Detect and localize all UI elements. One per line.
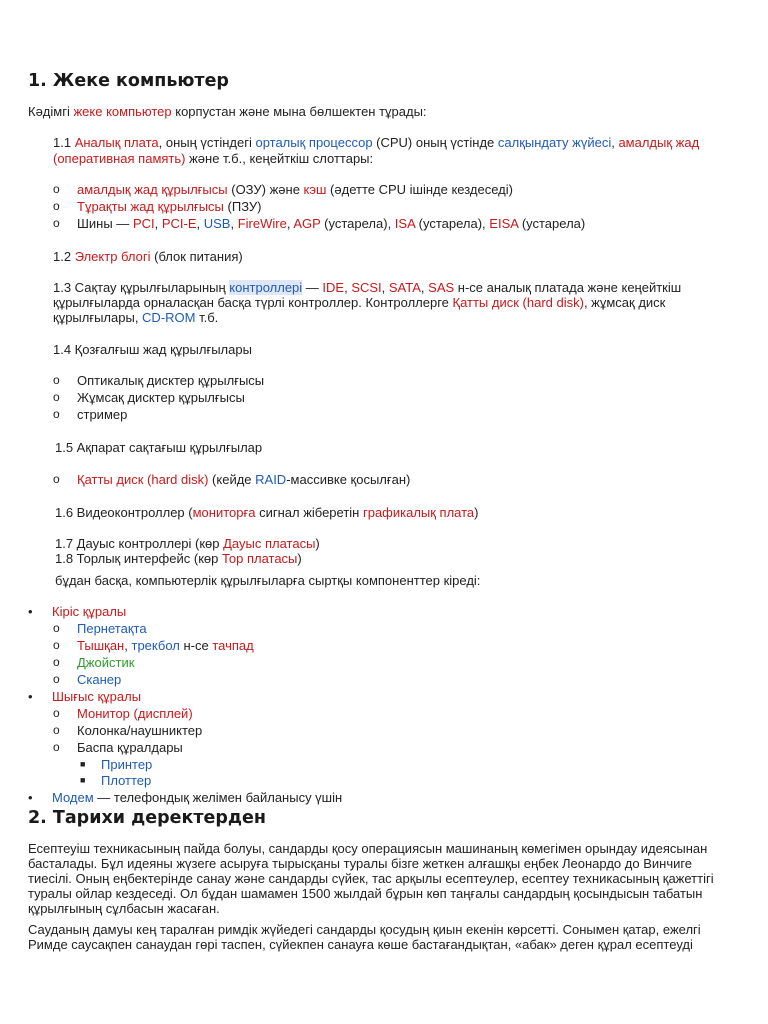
list-item: Қатты диск (hard disk) (кейде RAID-массивке қосылған) — [77, 472, 411, 487]
list-item-modem: Модем — телефондық желімен байланысу үшін — [52, 790, 343, 805]
link-input-devices[interactable]: Кіріс құралы — [52, 604, 127, 619]
list-item: Тұрақты жад құрылғысы (ПЗУ) — [77, 199, 262, 214]
link-firewire[interactable]: FireWire — [237, 216, 287, 231]
link-sata[interactable]: SATA — [388, 280, 421, 295]
link-scsi[interactable]: SCSI — [351, 280, 382, 295]
list-item — [77, 706, 193, 722]
link-raid[interactable]: RAID — [255, 472, 287, 487]
list-item: Жұмсақ дисктер құрылғысы — [77, 390, 245, 405]
link-display[interactable]: Монитор (дисплей) — [77, 706, 193, 721]
list-item: Тышқан, трекбол н-се тачпад — [77, 638, 254, 653]
link-sas[interactable]: SAS — [428, 280, 455, 295]
link-pci[interactable]: PCI — [132, 216, 155, 231]
link-scanner[interactable]: Сканер — [77, 672, 122, 687]
link-touchpad[interactable]: тачпад — [212, 638, 254, 653]
list-item: стример — [77, 407, 128, 422]
section-1-heading: 1. Жеке компьютер — [28, 71, 229, 91]
link-motherboard[interactable]: Аналық плата — [74, 135, 159, 150]
link-hard-disk[interactable]: Қатты диск (hard disk) — [452, 295, 584, 310]
link-ram-ru[interactable]: (оперативная память) — [53, 151, 186, 166]
square-bullet: ■ — [80, 759, 86, 769]
section-2-heading: 2. Тарихи деректерден — [28, 808, 267, 828]
item-1-3-line1: 1.3 Сақтау құрылғыларының контроллері — IDE, SCSI, SATA, SAS н-се аналық платада және кеңейткіш — [53, 280, 682, 295]
link-hard-disk-2[interactable]: Қатты диск (hard disk) — [77, 472, 209, 487]
external-components-intro: бұдан басқа, компьютерлік құрылғыларға сыртқы компоненттер кіреді: — [55, 573, 481, 588]
item-1-6: 1.6 Видеоконтроллер (мониторға сигнал жіберетін графикалық плата) — [55, 505, 479, 520]
link-cooling-system[interactable]: салқындату жүйесі — [497, 135, 612, 150]
circle-bullet: o — [53, 472, 60, 486]
circle-bullet: o — [53, 216, 60, 230]
circle-bullet: o — [53, 407, 60, 421]
item-1-1-line1: 1.1 Аналық плата, оның үстіндегі орталық процессор (CPU) оның үстінде салқындату жүйесі, амалдық жад — [53, 135, 700, 150]
item-1-2: 1.2 Электр блогі (блок питания) — [53, 249, 243, 264]
link-pci-e[interactable]: PCI-E — [161, 216, 197, 231]
list-item: Оптикалық дисктер құрылғысы — [77, 373, 265, 388]
link-isa[interactable]: ISA — [394, 216, 416, 231]
list-item — [77, 672, 121, 688]
item-1-7: 1.7 Дауыс контроллері (көр Дауыс платасы) — [55, 536, 320, 551]
link-rom[interactable]: Тұрақты жад құрылғысы — [77, 199, 224, 214]
item-1-5: 1.5 Ақпарат сақтағыш құрылғылар — [55, 440, 263, 455]
list-item: Шины — PCI, PCI-E, USB, FireWire, AGP (устарела), ISA (устарела), EISA (устарела) — [77, 216, 586, 231]
square-bullet: ■ — [80, 775, 86, 785]
link-controllers[interactable]: контроллері — [229, 280, 303, 295]
link-trackball[interactable]: трекбол — [131, 638, 180, 653]
list-item-output — [52, 689, 141, 705]
link-keyboard[interactable]: Пернетақта — [77, 621, 147, 636]
link-usb[interactable]: USB — [203, 216, 231, 231]
link-graphics-card[interactable]: графикалық плата — [362, 505, 475, 520]
item-1-1-line2: (оперативная память) және т.б., кеңейткіш слоттары: — [53, 151, 374, 166]
link-cpu[interactable]: орталық процессор — [255, 135, 373, 150]
circle-bullet: o — [53, 706, 60, 720]
circle-bullet: o — [53, 672, 60, 686]
disc-bullet: • — [28, 604, 33, 619]
item-1-4: 1.4 Қозғалғыш жад құрылғылары — [53, 342, 252, 357]
link-sound-card[interactable]: Дауыс платасы — [223, 536, 316, 551]
link-cache[interactable]: кэш — [303, 182, 327, 197]
list-item-input — [52, 604, 126, 620]
circle-bullet: o — [53, 199, 60, 213]
list-item — [77, 655, 134, 671]
circle-bullet: o — [53, 723, 60, 737]
history-paragraph-1: Есептеуіш техникасының пайда болуы, сандарды қосу операциясын машинаның көмегімен орындау идеясынан басталады. Бұл идеяны жүзеге асыруға тырысқаны туралы бізге жеткен алғашқы еңбек Леонардо до Винчиге тиесілі. Оның еңбектерінде санау және сандарды сүйек, тас арқылы есептеулер, есептеу техникасының қажеттігі туралы ойлар кездеседі. Ол бұдан шамамен 1500 жылдай бұрын көп таңғалы сандардың қосындысын табатын құрылғының сұлбасын жасаған. — [28, 841, 714, 916]
list-item: амалдық жад құрылғысы (ОЗУ) және кэш (әдетте CPU ішінде кездеседі) — [77, 182, 513, 197]
item-1-8: 1.8 Торлық интерфейс (көр Тор платасы) — [55, 551, 302, 566]
list-item — [77, 621, 147, 637]
link-ide[interactable]: IDE — [322, 280, 345, 295]
intro-paragraph: Кәдімгі жеке компьютер корпустан және мына бөлшектен тұрады: — [28, 104, 427, 119]
circle-bullet: o — [53, 373, 60, 387]
link-mouse[interactable]: Тышқан — [77, 638, 125, 653]
link-printer[interactable]: Принтер — [101, 757, 153, 772]
link-cd-rom[interactable]: CD-ROM — [142, 310, 196, 325]
list-item: Баспа құралдары — [77, 740, 183, 755]
link-joystick[interactable]: Джойстик — [77, 655, 135, 670]
disc-bullet: • — [28, 689, 33, 704]
link-agp[interactable]: AGP — [293, 216, 321, 231]
link-eisa[interactable]: EISA — [489, 216, 519, 231]
link-ram-device[interactable]: амалдық жад құрылғысы — [77, 182, 228, 197]
list-item: Колонка/наушниктер — [77, 723, 203, 738]
circle-bullet: o — [53, 390, 60, 404]
link-network-card[interactable]: Тор платасы — [221, 551, 298, 566]
circle-bullet: o — [53, 638, 60, 652]
link-ram[interactable]: амалдық жад — [618, 135, 700, 150]
disc-bullet: • — [28, 790, 33, 805]
item-1-3-line2: құрылғыларда орналасқан басқа түрлі контроллер. Контроллерге Қатты диск (hard disk), жұмсақ диск — [53, 295, 666, 310]
link-plotter[interactable]: Плоттер — [101, 773, 152, 788]
circle-bullet: o — [53, 655, 60, 669]
circle-bullet: o — [53, 740, 60, 754]
link-output-devices[interactable]: Шығыс құралы — [52, 689, 142, 704]
circle-bullet: o — [53, 621, 60, 635]
item-1-3-line3: құрылғылары, CD-ROM т.б. — [53, 310, 219, 325]
list-item — [101, 773, 151, 789]
list-item — [101, 757, 152, 773]
link-monitor[interactable]: мониторға — [192, 505, 256, 520]
history-paragraph-2: Сауданың дамуы кең таралған римдік жүйедегі сандарды қосудың қиын екенін көрсетті. Сонымен қатар, ежелгі Римде саусақпен санаудан гөрі таспен, сүйекпен санауға көше бастағандықтан, «абак» деген құрал есептеуді — [28, 922, 701, 952]
link-personal-computer[interactable]: жеке компьютер — [73, 104, 172, 119]
link-power-supply[interactable]: Электр блогі — [74, 249, 151, 264]
circle-bullet: o — [53, 182, 60, 196]
link-modem[interactable]: Модем — [52, 790, 94, 805]
